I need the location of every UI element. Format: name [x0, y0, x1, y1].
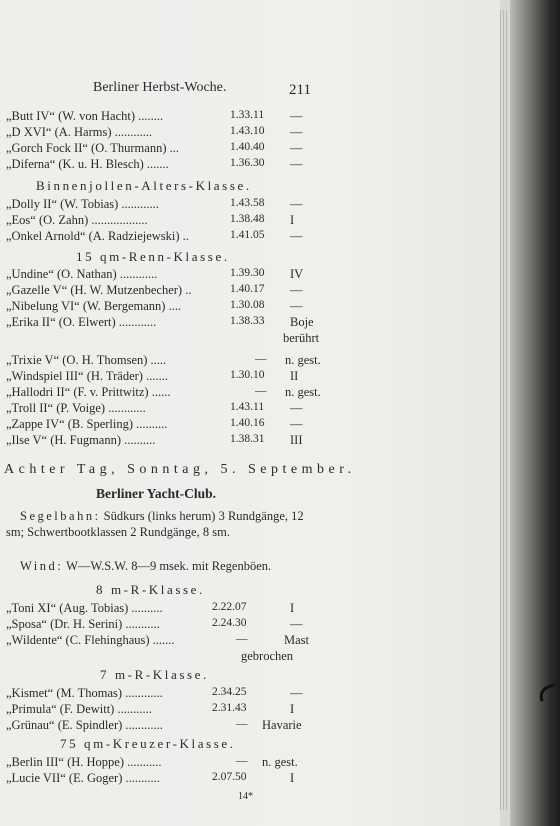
- entry-name: „Grünau“ (E. Spindler) ............: [6, 718, 163, 732]
- result-row: [0, 633, 500, 650]
- running-title: Berliner Herbst-Woche.: [93, 80, 227, 95]
- result-row: [0, 299, 500, 316]
- entry-time: 2.07.50: [212, 771, 247, 783]
- result-row: [0, 229, 500, 246]
- page-number: 211: [289, 82, 311, 98]
- entry-time: 1.30.08: [230, 299, 265, 311]
- entry-time: 1.36.30: [230, 157, 265, 169]
- result-row: [0, 267, 500, 284]
- entry-mark: berührt: [283, 331, 320, 345]
- result-row: [0, 283, 500, 300]
- entry-mark: —: [290, 417, 303, 431]
- wind-label: Wind:: [20, 559, 64, 573]
- entry-name: „Ilse V“ (H. Fugmann) ..........: [6, 433, 156, 447]
- club-name: Berliner Yacht-Club.: [96, 486, 216, 501]
- entry-name: „Nibelung VI“ (W. Bergemann) ....: [6, 299, 182, 313]
- entry-mark: III: [290, 433, 303, 447]
- entry-time: 1.40.16: [230, 417, 265, 429]
- entry-name: „Eos“ (O. Zahn) ..................: [6, 213, 148, 227]
- entry-name: „Undine“ (O. Nathan) ............: [6, 267, 158, 281]
- entry-time: 2.31.43: [212, 702, 247, 714]
- entry-mark: —: [290, 197, 303, 211]
- entry-name: „Kismet“ (M. Thomas) ............: [6, 686, 163, 700]
- wind-line: [0, 559, 500, 576]
- entry-time: 1.40.17: [230, 283, 265, 295]
- day-heading: Achter Tag, Sonntag, 5. September.: [4, 462, 356, 477]
- entry-time: —: [236, 718, 248, 730]
- entry-mark: Boje: [290, 315, 314, 329]
- result-row: [0, 433, 500, 450]
- entry-time: —: [236, 633, 248, 645]
- class-heading: 8 m-R-Klasse.: [96, 582, 205, 597]
- entry-name: „Troll II“ (P. Voige) ............: [6, 401, 146, 415]
- result-row: [0, 417, 500, 434]
- entry-mark: —: [290, 125, 303, 139]
- entry-name: „Gazelle V“ (H. W. Mutzenbecher) ..: [6, 283, 192, 297]
- entry-mark: II: [290, 369, 299, 383]
- entry-name: „Zappe IV“ (B. Sperling) ..........: [6, 417, 168, 431]
- result-row: [0, 369, 500, 386]
- entry-time: 1.38.31: [230, 433, 265, 445]
- entry-mark: n. gest.: [285, 353, 321, 367]
- entry-time: 2.24.30: [212, 617, 247, 629]
- result-row: [0, 385, 500, 402]
- entry-mark: I: [290, 601, 295, 615]
- course-text: Südkurs (links herum) 3 Rundgänge, 12 sm; Schwertbootklassen 2 Rundgänge, 8 sm.: [6, 509, 304, 539]
- page-edge: [500, 10, 501, 810]
- entry-time: 1.33.11: [230, 109, 265, 121]
- result-row: [0, 649, 500, 666]
- entry-time: 1.43.11: [230, 401, 265, 413]
- entry-mark: I: [290, 213, 295, 227]
- entry-time: 1.38.48: [230, 213, 265, 225]
- entry-mark: —: [290, 401, 303, 415]
- entry-name: „Erika II“ (O. Elwert) ............: [6, 315, 157, 329]
- entry-name: „Sposa“ (Dr. H. Serini) ...........: [6, 617, 160, 631]
- entry-mark: —: [290, 686, 303, 700]
- result-row: [0, 601, 500, 618]
- result-row: [0, 141, 500, 158]
- course-label: Segelbahn:: [20, 509, 101, 523]
- result-row: [0, 771, 500, 788]
- entry-mark: IV: [290, 267, 304, 281]
- entry-time: —: [255, 385, 267, 397]
- entry-name: „D XVI“ (A. Harms) ............: [6, 125, 153, 139]
- entry-time: 1.39.30: [230, 267, 265, 279]
- entry-mark: n. gest.: [285, 385, 321, 399]
- entry-name: „Trixie V“ (O. H. Thomsen) .....: [6, 353, 167, 367]
- class-heading: 7 m-R-Klasse.: [100, 667, 209, 682]
- entry-mark: —: [290, 141, 303, 155]
- entry-time: 2.22.07: [212, 601, 247, 613]
- entry-time: 1.38.33: [230, 315, 265, 327]
- entry-time: 1.43.10: [230, 125, 265, 137]
- entry-time: 1.43.58: [230, 197, 265, 209]
- entry-mark: n. gest.: [262, 755, 298, 769]
- result-row: [0, 157, 500, 174]
- result-row: [0, 686, 500, 703]
- entry-time: 1.30.10: [230, 369, 265, 381]
- entry-time: —: [236, 755, 248, 767]
- entry-mark: —: [290, 283, 303, 297]
- book-edge-shadow: [510, 0, 560, 826]
- entry-mark: I: [290, 702, 295, 716]
- class-heading: Binnenjollen-Alters-Klasse.: [36, 178, 252, 193]
- entry-name: „Lucie VII“ (E. Goger) ...........: [6, 771, 160, 785]
- result-row: [0, 315, 500, 332]
- result-row: [0, 353, 500, 370]
- entry-time: 2.34.25: [212, 686, 247, 698]
- page-edge: [503, 10, 504, 810]
- entry-name: „Butt IV“ (W. von Hacht) ........: [6, 109, 164, 123]
- entry-name: „Windspiel III“ (H. Träder) .......: [6, 369, 168, 383]
- entry-mark: —: [290, 617, 303, 631]
- page-header: [0, 80, 500, 102]
- entry-time: —: [255, 353, 267, 365]
- page-edge: [506, 10, 507, 810]
- class-heading: 75 qm-Kreuzer-Klasse.: [60, 736, 236, 751]
- entry-mark: —: [290, 157, 303, 171]
- signature-mark: 14*: [238, 791, 253, 802]
- entry-name: „Hallodri II“ (F. v. Prittwitz) ......: [6, 385, 171, 399]
- result-row: [0, 213, 500, 230]
- entry-mark: —: [290, 229, 303, 243]
- entry-time: 1.40.40: [230, 141, 265, 153]
- entry-mark: gebrochen: [241, 649, 294, 663]
- entry-time: 1.41.05: [230, 229, 265, 241]
- entry-name: „Onkel Arnold“ (A. Radziejewski) ..: [6, 229, 189, 243]
- entry-name: „Berlin III“ (H. Hoppe) ...........: [6, 755, 162, 769]
- result-row: [0, 755, 500, 772]
- entry-name: „Primula“ (F. Dewitt) ...........: [6, 702, 152, 716]
- result-row: [0, 617, 500, 634]
- class-heading: 15 qm-Renn-Klasse.: [76, 249, 230, 264]
- result-row: [0, 109, 500, 126]
- result-row: [0, 125, 500, 142]
- entry-mark: —: [290, 109, 303, 123]
- wind-value: W—W.S.W. 8—9 msek. mit Regenböen.: [63, 559, 272, 573]
- result-row: [0, 702, 500, 719]
- wind-text: [20, 559, 271, 574]
- entry-name: „Toni XI“ (Aug. Tobias) ..........: [6, 601, 163, 615]
- entry-name: „Wildente“ (C. Flehinghaus) .......: [6, 633, 175, 647]
- entry-mark: Havarie: [262, 718, 302, 732]
- result-row: [0, 401, 500, 418]
- entry-name: „Diferna“ (K. u. H. Blesch) .......: [6, 157, 169, 171]
- course-description: [6, 508, 316, 540]
- entry-mark: Mast: [284, 633, 309, 647]
- entry-name: „Dolly II“ (W. Tobias) ............: [6, 197, 159, 211]
- result-row: [0, 197, 500, 214]
- entry-name: „Gorch Fock II“ (O. Thurmann) ...: [6, 141, 179, 155]
- result-row: [0, 718, 500, 735]
- entry-mark: —: [290, 299, 303, 313]
- result-row: [0, 331, 500, 348]
- entry-mark: I: [290, 771, 295, 785]
